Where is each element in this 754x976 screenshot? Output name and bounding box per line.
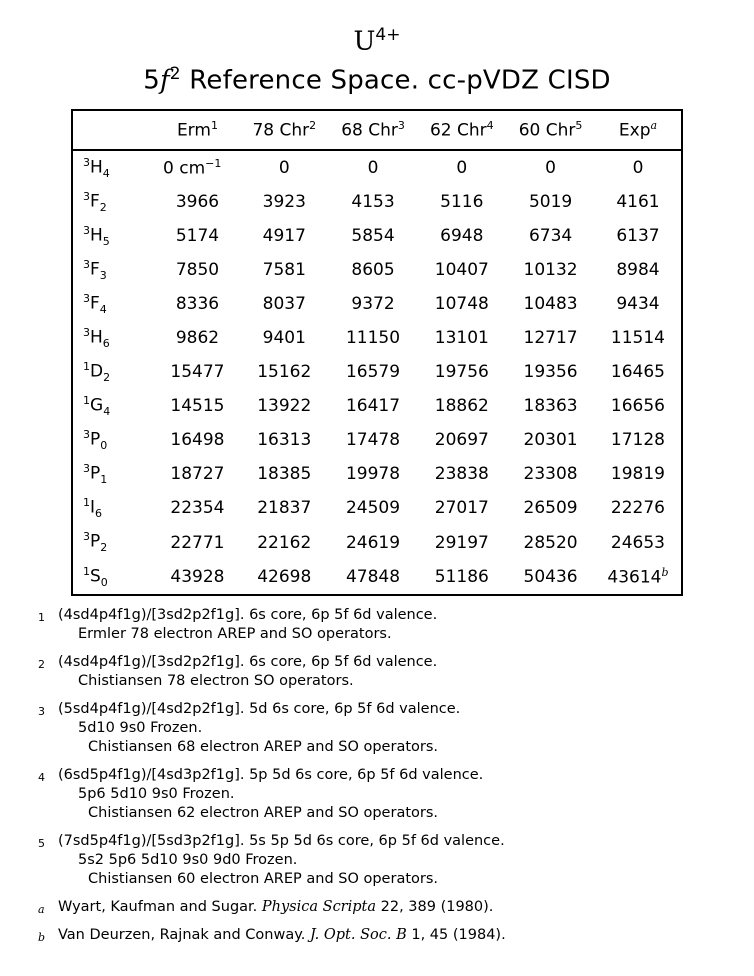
footnote-5 (38, 832, 698, 889)
cell-exp: 11514 (610, 328, 666, 349)
table-row (72, 321, 682, 355)
cell-68chr: 17478 (345, 430, 401, 451)
cell-erm: 8336 (175, 294, 220, 315)
table-header (72, 110, 682, 150)
reference-authors: Wyart, Kaufman and Sugar. (58, 898, 258, 915)
title-orbital: f (159, 65, 170, 96)
table-row (72, 253, 682, 287)
footnote-mark: 4 (38, 770, 45, 784)
footnote-mark: 2 (38, 657, 45, 671)
cell-62chr: 23838 (434, 464, 489, 485)
table-body (72, 150, 682, 595)
cell-erm: 22354 (170, 498, 225, 519)
table-row (72, 525, 682, 559)
cell-62chr: 51186 (434, 566, 489, 587)
footnote-line: (6sd5p4f1g)/[4sd3p2f1g]. 5p 5d 6s core, 6p 5f 6d valence. (58, 766, 484, 783)
table-row (72, 491, 682, 525)
cell-exp: 16465 (610, 362, 666, 383)
reference-mark: b (38, 930, 46, 944)
cell-78chr: 3923 (262, 192, 306, 213)
footnote-line: 5d10 9s0 Frozen. (78, 719, 203, 736)
title-block (0, 0, 754, 95)
row-term-label: $^1I_6$ (83, 496, 103, 521)
cell-60chr: 6734 (528, 226, 573, 247)
cell-exp: 19819 (610, 464, 666, 485)
cell-erm: 43928 (170, 566, 225, 587)
footnote-body (58, 766, 698, 823)
ion-symbol: U (353, 26, 376, 57)
cell-68chr: 19978 (345, 464, 401, 485)
row-term-label: $^3H_6$ (83, 326, 110, 351)
cell-60chr: 19356 (523, 362, 578, 383)
reference-body (58, 898, 698, 919)
table-row (72, 560, 682, 595)
col-header-erm: Erm$^1$ (155, 110, 240, 150)
cell-erm: 3966 (175, 192, 220, 213)
col-header-exp: Exp$^a$ (595, 110, 682, 150)
cell-68chr: 8605 (351, 260, 395, 281)
cell-60chr: 50436 (523, 566, 578, 587)
cell-exp: 17128 (610, 430, 666, 451)
cell-62chr: 10748 (434, 294, 489, 315)
footnote-line: Ermler 78 electron AREP and SO operators. (78, 625, 392, 642)
cell-60chr: 10483 (523, 294, 578, 315)
cell-68chr: 5854 (351, 226, 395, 247)
col-header-62chr: 62 Chr$^4$ (417, 110, 506, 150)
cell-62chr: 27017 (434, 498, 489, 519)
cell-62chr: 10407 (434, 260, 489, 281)
cell-60chr: 20301 (523, 430, 578, 451)
footnote-mark: 5 (38, 836, 45, 850)
row-term-label: $^3F_3$ (83, 258, 107, 283)
footnote-mark: 1 (38, 610, 45, 624)
footnote-line: 5s2 5p6 5d10 9s0 9d0 Frozen. (78, 851, 298, 868)
cell-62chr: 6948 (440, 226, 484, 247)
cell-62chr: 19756 (434, 362, 489, 383)
footnote-line: 5p6 5d10 9s0 Frozen. (78, 785, 235, 802)
footnote-line: (4sd4p4f1g)/[3sd2p2f1g]. 6s core, 6p 5f 6d valence. (58, 606, 438, 623)
cell-60chr: 0 (545, 157, 556, 178)
footnote-mark: 3 (38, 704, 45, 718)
cell-erm: 5174 (175, 226, 220, 247)
row-term-label: $^1S_0$ (83, 564, 108, 589)
col-header-78chr: 78 Chr$^2$ (240, 110, 329, 150)
cell-erm: 7850 (175, 260, 220, 281)
footnote-4 (38, 766, 698, 823)
cell-68chr: 11150 (345, 328, 401, 349)
cell-62chr: 13101 (434, 328, 489, 349)
footnote-body (58, 606, 698, 644)
footnote-1 (38, 606, 698, 644)
cell-60chr: 26509 (523, 498, 578, 519)
cell-68chr: 16417 (345, 396, 401, 417)
footnote-2 (38, 653, 698, 691)
cell-exp: 4161 (616, 192, 660, 213)
table-row (72, 355, 682, 389)
results-table-wrapper (71, 109, 683, 595)
row-term-label: $^3P_2$ (83, 530, 108, 555)
col-header-term (72, 110, 155, 150)
row-term-label: $^1G_4$ (83, 394, 111, 419)
table-header-row (72, 110, 682, 150)
reference-b (38, 926, 698, 947)
ion-title (0, 18, 754, 59)
row-term-label: $^3H_5$ (83, 224, 110, 249)
footnote-line: Chistiansen 68 electron AREP and SO operators. (88, 738, 439, 755)
row-term-label: $^3P_1$ (83, 462, 108, 487)
cell-62chr: 20697 (434, 430, 489, 451)
cell-60chr: 12717 (523, 328, 578, 349)
reference-journal: Physica Scripta (261, 898, 377, 915)
reference-mark: a (38, 902, 45, 916)
cell-60chr: 28520 (523, 532, 578, 553)
title-prefix: 5 (143, 65, 160, 96)
cell-erm: 14515 (170, 396, 225, 417)
cell-78chr: 42698 (257, 566, 312, 587)
cell-erm: 9862 (175, 328, 220, 349)
table-row (72, 457, 682, 491)
cell-78chr: 21837 (257, 498, 312, 519)
cell-68chr: 16579 (345, 362, 401, 383)
title-orbital-exponent: 2 (169, 63, 181, 84)
cell-erm: 16498 (170, 430, 225, 451)
cell-78chr: 7581 (262, 260, 306, 281)
cell-78chr: 16313 (257, 430, 312, 451)
footnote-3 (38, 700, 698, 757)
cell-78chr: 15162 (257, 362, 312, 383)
reference-details: 22, 389 (1980). (380, 898, 494, 915)
row-term-label: $^3F_2$ (83, 190, 107, 215)
table-row (72, 389, 682, 423)
cell-78chr: 13922 (257, 396, 312, 417)
cell-68chr: 24509 (345, 498, 401, 519)
cell-exp: 8984 (616, 260, 660, 281)
row-term-label: $^1D_2$ (83, 360, 111, 385)
footnote-line: (7sd5p4f1g)/[5sd3p2f1g]. 5s 5p 5d 6s core, 6p 5f 6d valence. (58, 832, 505, 849)
cell-68chr: 47848 (345, 566, 401, 587)
footnote-line: (5sd4p4f1g)/[4sd2p2f1g]. 5d 6s core, 6p 5f 6d valence. (58, 700, 461, 717)
page-title (0, 59, 754, 96)
reference-authors: Van Deurzen, Rajnak and Conway. (58, 926, 306, 943)
col-header-68chr: 68 Chr$^3$ (329, 110, 418, 150)
cell-erm: 15477 (170, 362, 225, 383)
cell-erm: 18727 (170, 464, 225, 485)
row-term-label: $^3H_4$ (83, 155, 110, 181)
cell-exp: 43614$^b$ (607, 565, 669, 588)
cell-60chr: 23308 (523, 464, 578, 485)
cell-exp: 22276 (610, 498, 666, 519)
cell-62chr: 5116 (440, 192, 484, 213)
title-rest: Reference Space. cc-pVDZ CISD (189, 65, 611, 96)
table-row (72, 219, 682, 253)
cell-60chr: 10132 (523, 260, 578, 281)
footnote-line: Chistiansen 60 electron AREP and SO operators. (88, 870, 439, 887)
reference-a (38, 898, 698, 919)
cell-68chr: 4153 (351, 192, 395, 213)
cell-exp: 16656 (610, 396, 666, 417)
footnote-line: Chistiansen 78 electron SO operators. (78, 672, 354, 689)
cell-62chr: 18862 (434, 396, 489, 417)
cell-68chr: 9372 (351, 294, 395, 315)
footnote-line: (4sd4p4f1g)/[3sd2p2f1g]. 6s core, 6p 5f 6d valence. (58, 653, 438, 670)
table-row (72, 423, 682, 457)
reference-body (58, 926, 698, 947)
cell-62chr: 0 (456, 157, 468, 178)
reference-details: 1, 45 (1984). (411, 926, 506, 943)
table-row (72, 185, 682, 219)
footnote-body (58, 832, 698, 889)
table-row (72, 150, 682, 185)
cell-78chr: 8037 (262, 294, 306, 315)
cell-erm: 0 $cm^{-1}$ (163, 157, 222, 179)
cell-60chr: 5019 (528, 192, 573, 213)
cell-62chr: 29197 (434, 532, 489, 553)
cell-exp: 0 (632, 157, 644, 178)
reference-journal: J. Opt. Soc. B (309, 926, 407, 943)
col-header-60chr: 60 Chr$^5$ (506, 110, 595, 150)
cell-78chr: 0 (278, 157, 290, 178)
cell-78chr: 4917 (262, 226, 306, 247)
cell-78chr: 18385 (257, 464, 312, 485)
cell-68chr: 24619 (345, 532, 401, 553)
cell-erm: 22771 (170, 532, 225, 553)
table-row (72, 287, 682, 321)
cell-68chr: 0 (367, 157, 379, 178)
ion-charge: 4+ (375, 25, 401, 45)
cell-78chr: 22162 (257, 532, 312, 553)
cell-60chr: 18363 (523, 396, 578, 417)
footnote-body (58, 653, 698, 691)
cell-exp: 24653 (610, 532, 666, 553)
footnote-body (58, 700, 698, 757)
cell-exp: 6137 (616, 226, 660, 247)
row-term-label: $^3P_0$ (83, 428, 108, 453)
cell-exp: 9434 (616, 294, 660, 315)
row-term-label: $^3F_4$ (83, 292, 107, 317)
results-table (71, 109, 683, 595)
cell-78chr: 9401 (262, 328, 306, 349)
footnotes (38, 606, 698, 947)
footnote-line: Chistiansen 62 electron AREP and SO operators. (88, 804, 439, 821)
